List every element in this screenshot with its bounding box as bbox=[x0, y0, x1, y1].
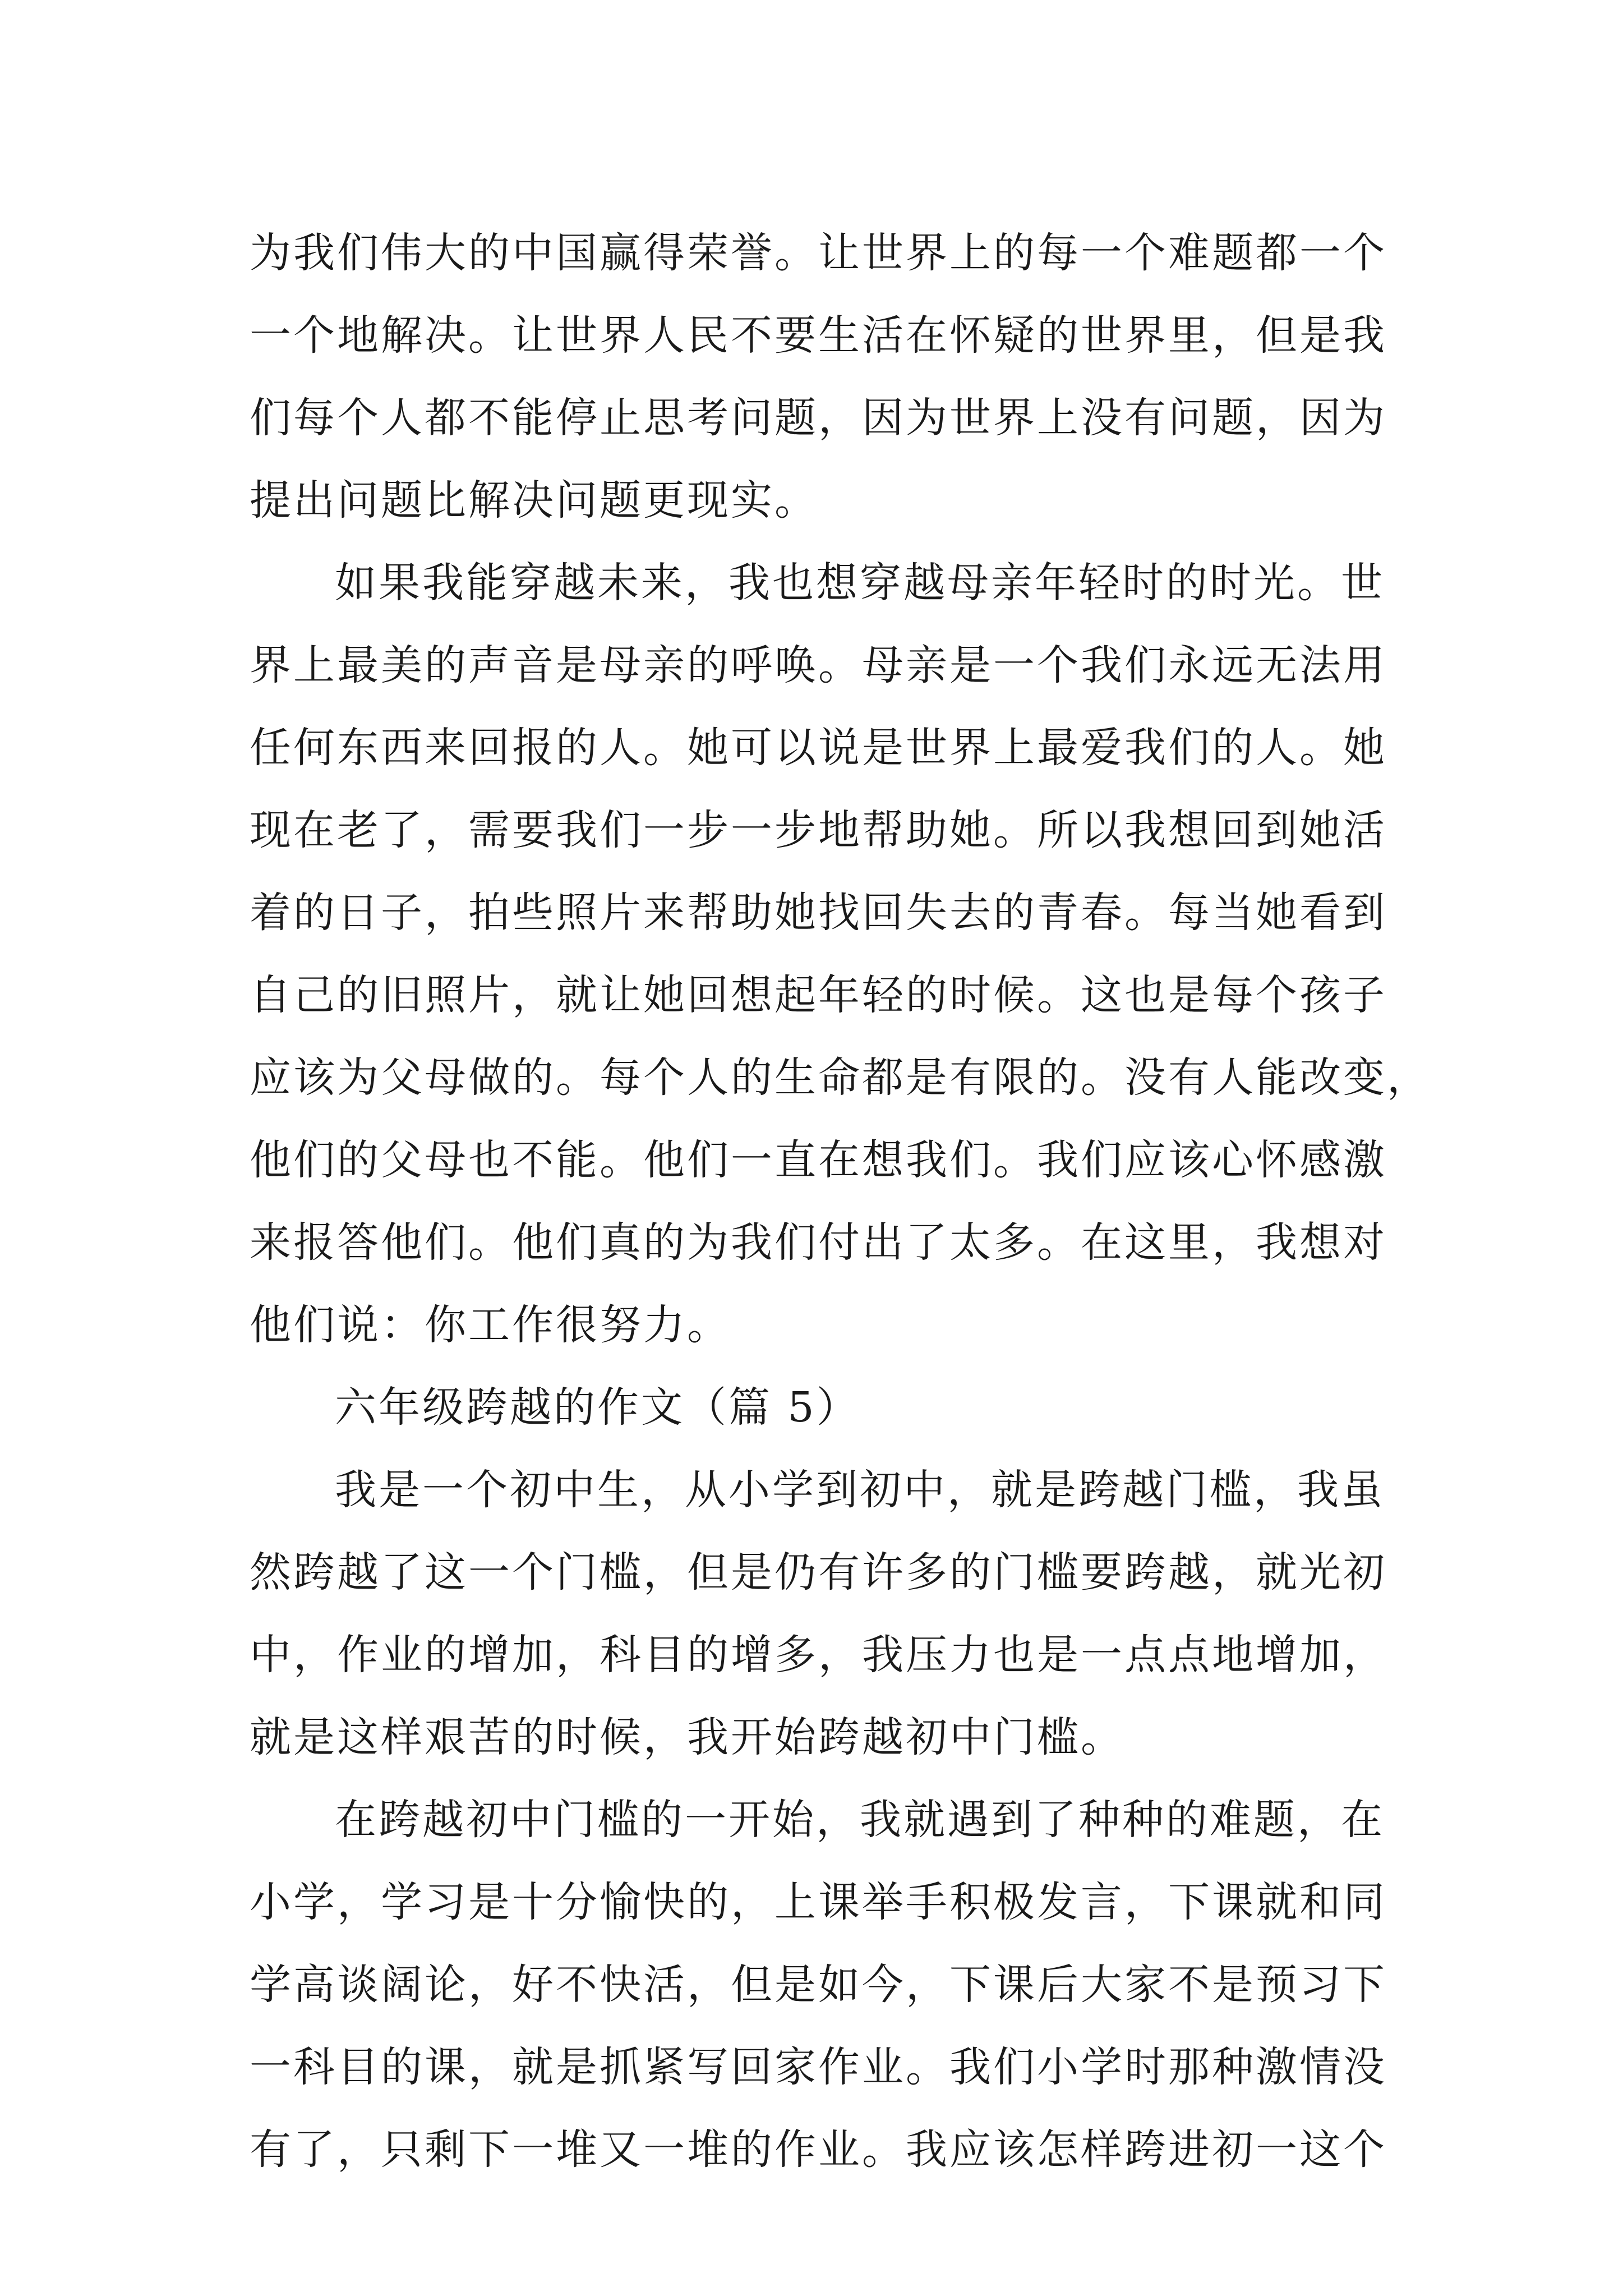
text-line: 来报答他们。他们真的为我们付出了太多。在这里，我想对 bbox=[250, 1218, 1387, 1267]
text-line: 六年级跨越的作文（篇 5） bbox=[335, 1383, 860, 1432]
text-line: 如果我能穿越未来，我也想穿越母亲年轻时的时光。世 bbox=[335, 559, 1385, 607]
text-line: 着的日子，拍些照片来帮助她找回失去的青春。每当她看到 bbox=[250, 889, 1387, 937]
text-line: 应该为父母做的。每个人的生命都是有限的。没有人能改变， bbox=[250, 1053, 1431, 1102]
document-body-text bbox=[250, 212, 1431, 2191]
text-line: 小学，学习是十分愉快的，上课举手积极发言，下课就和同 bbox=[250, 1878, 1387, 1926]
text-line: 然跨越了这一个门槛，但是仍有许多的门槛要跨越，就光初 bbox=[250, 1548, 1387, 1596]
text-line: 学高谈阔论，好不快活，但是如今，下课后大家不是预习下 bbox=[250, 1961, 1387, 2009]
text-line: 有了，只剩下一堆又一堆的作业。我应该怎样跨进初一这个 bbox=[250, 2125, 1387, 2174]
text-line: 他们说：你工作很努力。 bbox=[250, 1301, 731, 1349]
text-line: 为我们伟大的中国赢得荣誉。让世界上的每一个难题都一个 bbox=[250, 229, 1387, 277]
text-line: 一个地解决。让世界人民不要生活在怀疑的世界里，但是我 bbox=[250, 311, 1387, 360]
text-line: 我是一个初中生，从小学到初中，就是跨越门槛，我虽 bbox=[335, 1466, 1385, 1514]
text-line: 自己的旧照片，就让她回想起年轻的时候。这也是每个孩子 bbox=[250, 971, 1387, 1019]
text-line: 界上最美的声音是母亲的呼唤。母亲是一个我们永远无法用 bbox=[250, 641, 1387, 689]
text-line: 任何东西来回报的人。她可以说是世界上最爱我们的人。她 bbox=[250, 724, 1387, 772]
text-line: 就是这样艰苦的时候，我开始跨越初中门槛。 bbox=[250, 1713, 1124, 1761]
text-line: 提出问题比解决问题更现实。 bbox=[250, 476, 818, 524]
text-line: 一科目的课，就是抓紧写回家作业。我们小学时那种激情没 bbox=[250, 2043, 1387, 2091]
text-line: 他们的父母也不能。他们一直在想我们。我们应该心怀感激 bbox=[250, 1136, 1387, 1184]
text-line: 现在老了，需要我们一步一步地帮助她。所以我想回到她活 bbox=[250, 806, 1387, 854]
text-line: 在跨越初中门槛的一开始，我就遇到了种种的难题，在 bbox=[335, 1796, 1385, 1844]
text-line: 中，作业的增加，科目的增多，我压力也是一点点地增加， bbox=[250, 1631, 1387, 1679]
text-line: 们每个人都不能停止思考问题，因为世界上没有问题，因为 bbox=[250, 394, 1387, 442]
